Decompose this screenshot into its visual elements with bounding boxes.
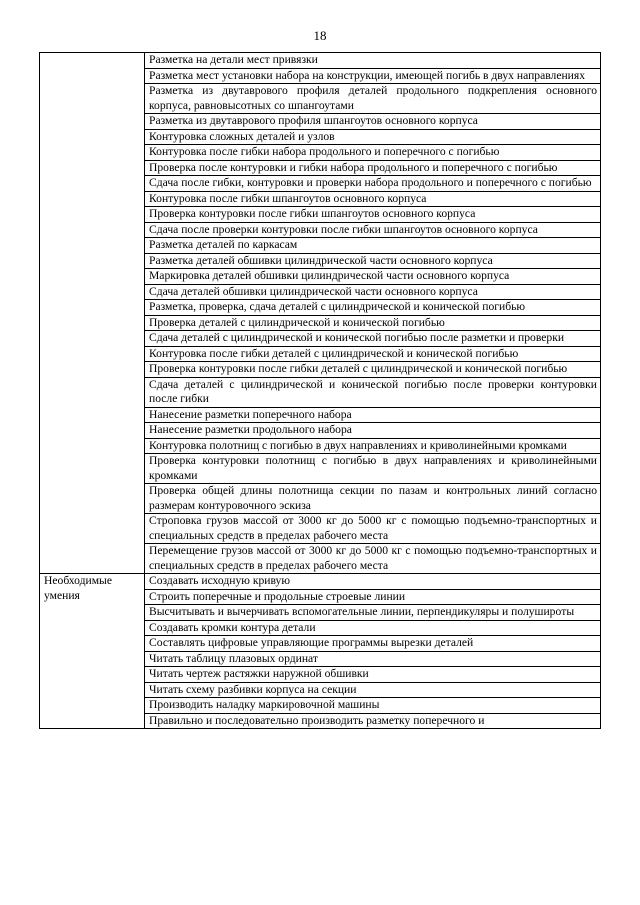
table-cell-item: Читать схему разбивки корпуса на секции (145, 682, 601, 698)
table-cell-item: Разметка из двутаврового профиля деталей продольного подкрепления основного корпуса, равновысотных со шпангоутами (145, 84, 601, 114)
table-cell-item: Разметка, проверка, сдача деталей с цилиндрической и конической погибью (145, 300, 601, 316)
table-cell-item: Читать таблицу плазовых ординат (145, 651, 601, 667)
table-cell-item: Нанесение разметки продольного набора (145, 423, 601, 439)
section-label: Необходимые умения (40, 574, 145, 729)
table-cell-item: Сдача деталей обшивки цилиндрической части основного корпуса (145, 284, 601, 300)
table-cell-item: Перемещение грузов массой от 3000 кг до 5000 кг с помощью подъемно-транспортных и специальных средств в пределах рабочего места (145, 544, 601, 574)
table-cell-item: Высчитывать и вычерчивать вспомогательные линии, перпендикуляры и полуширoты (145, 605, 601, 621)
table-cell-item: Проверка контуровки после гибки шпангоутов основного корпуса (145, 207, 601, 223)
requirements-table (39, 52, 601, 729)
table-cell-item: Читать чертеж растяжки наружной обшивки (145, 667, 601, 683)
table-cell-item: Разметка мест установки набора на конструкции, имеющей погибь в двух направлениях (145, 68, 601, 84)
table-cell-item: Разметка деталей по каркасам (145, 238, 601, 254)
page-number: 18 (313, 28, 327, 43)
table-cell-item: Составлять цифровые управляющие программы вырезки деталей (145, 636, 601, 652)
requirements-table-body (40, 53, 601, 729)
table-cell-item: Нанесение разметки поперечного набора (145, 407, 601, 423)
table-cell-item: Контуровка после гибки набора продольного и поперечного с погибью (145, 145, 601, 161)
table-cell-item: Создавать кромки контура детали (145, 620, 601, 636)
table-cell-item: Правильно и последовательно производить разметку поперечного и (145, 713, 601, 729)
table-cell-item: Разметка на детали мест привязки (145, 53, 601, 69)
table-row (40, 574, 601, 590)
table-cell-item: Разметка деталей обшивки цилиндрической части основного корпуса (145, 253, 601, 269)
table-cell-item: Контуровка полотнищ с погибью в двух направлениях и криволинейными кромками (145, 438, 601, 454)
table-cell-item: Контуровка после гибки деталей с цилиндрической и конической погибью (145, 346, 601, 362)
table-cell-item: Сдача после проверки контуровки после гибки шпангоутов основного корпуса (145, 222, 601, 238)
table-row (40, 53, 601, 69)
table-cell-item: Разметка из двутаврового профиля шпангоутов основного корпуса (145, 114, 601, 130)
table-cell-item: Проверка общей длины полотнища секции по пазам и контрольных линий согласно размерам контуровочного эскиза (145, 484, 601, 514)
table-cell-item: Маркировка деталей обшивки цилиндрической части основного корпуса (145, 269, 601, 285)
section-label (40, 53, 145, 574)
table-cell-item: Проверка после контуровки и гибки набора продольного и поперечного с погибью (145, 160, 601, 176)
table-cell-item: Сдача деталей с цилиндрической и конической погибью после проверки контуровки после гибки (145, 377, 601, 407)
table-cell-item: Строить поперечные и продольные строевые линии (145, 589, 601, 605)
table-cell-item: Проверка контуровки полотнищ с погибью в двух направлениях и криволинейными кромками (145, 454, 601, 484)
table-cell-item: Сдача после гибки, контуровки и проверки набора продольного и поперечного с погибью (145, 176, 601, 192)
table-cell-item: Сдача деталей с цилиндрической и конической погибью после разметки и проверки (145, 331, 601, 347)
table-cell-item: Производить наладку маркировочной машины (145, 698, 601, 714)
table-cell-item: Контуровка после гибки шпангоутов основного корпуса (145, 191, 601, 207)
table-cell-item: Проверка контуровки после гибки деталей с цилиндрической и конической погибью (145, 362, 601, 378)
table-cell-item: Создавать исходную кривую (145, 574, 601, 590)
table-cell-item: Контуровка сложных деталей и узлов (145, 129, 601, 145)
table-cell-item: Проверка деталей с цилиндрической и конической погибью (145, 315, 601, 331)
table-cell-item: Строповка грузов массой от 3000 кг до 5000 кг с помощью подъемно-транспортных и специальных средств в пределах рабочего места (145, 514, 601, 544)
